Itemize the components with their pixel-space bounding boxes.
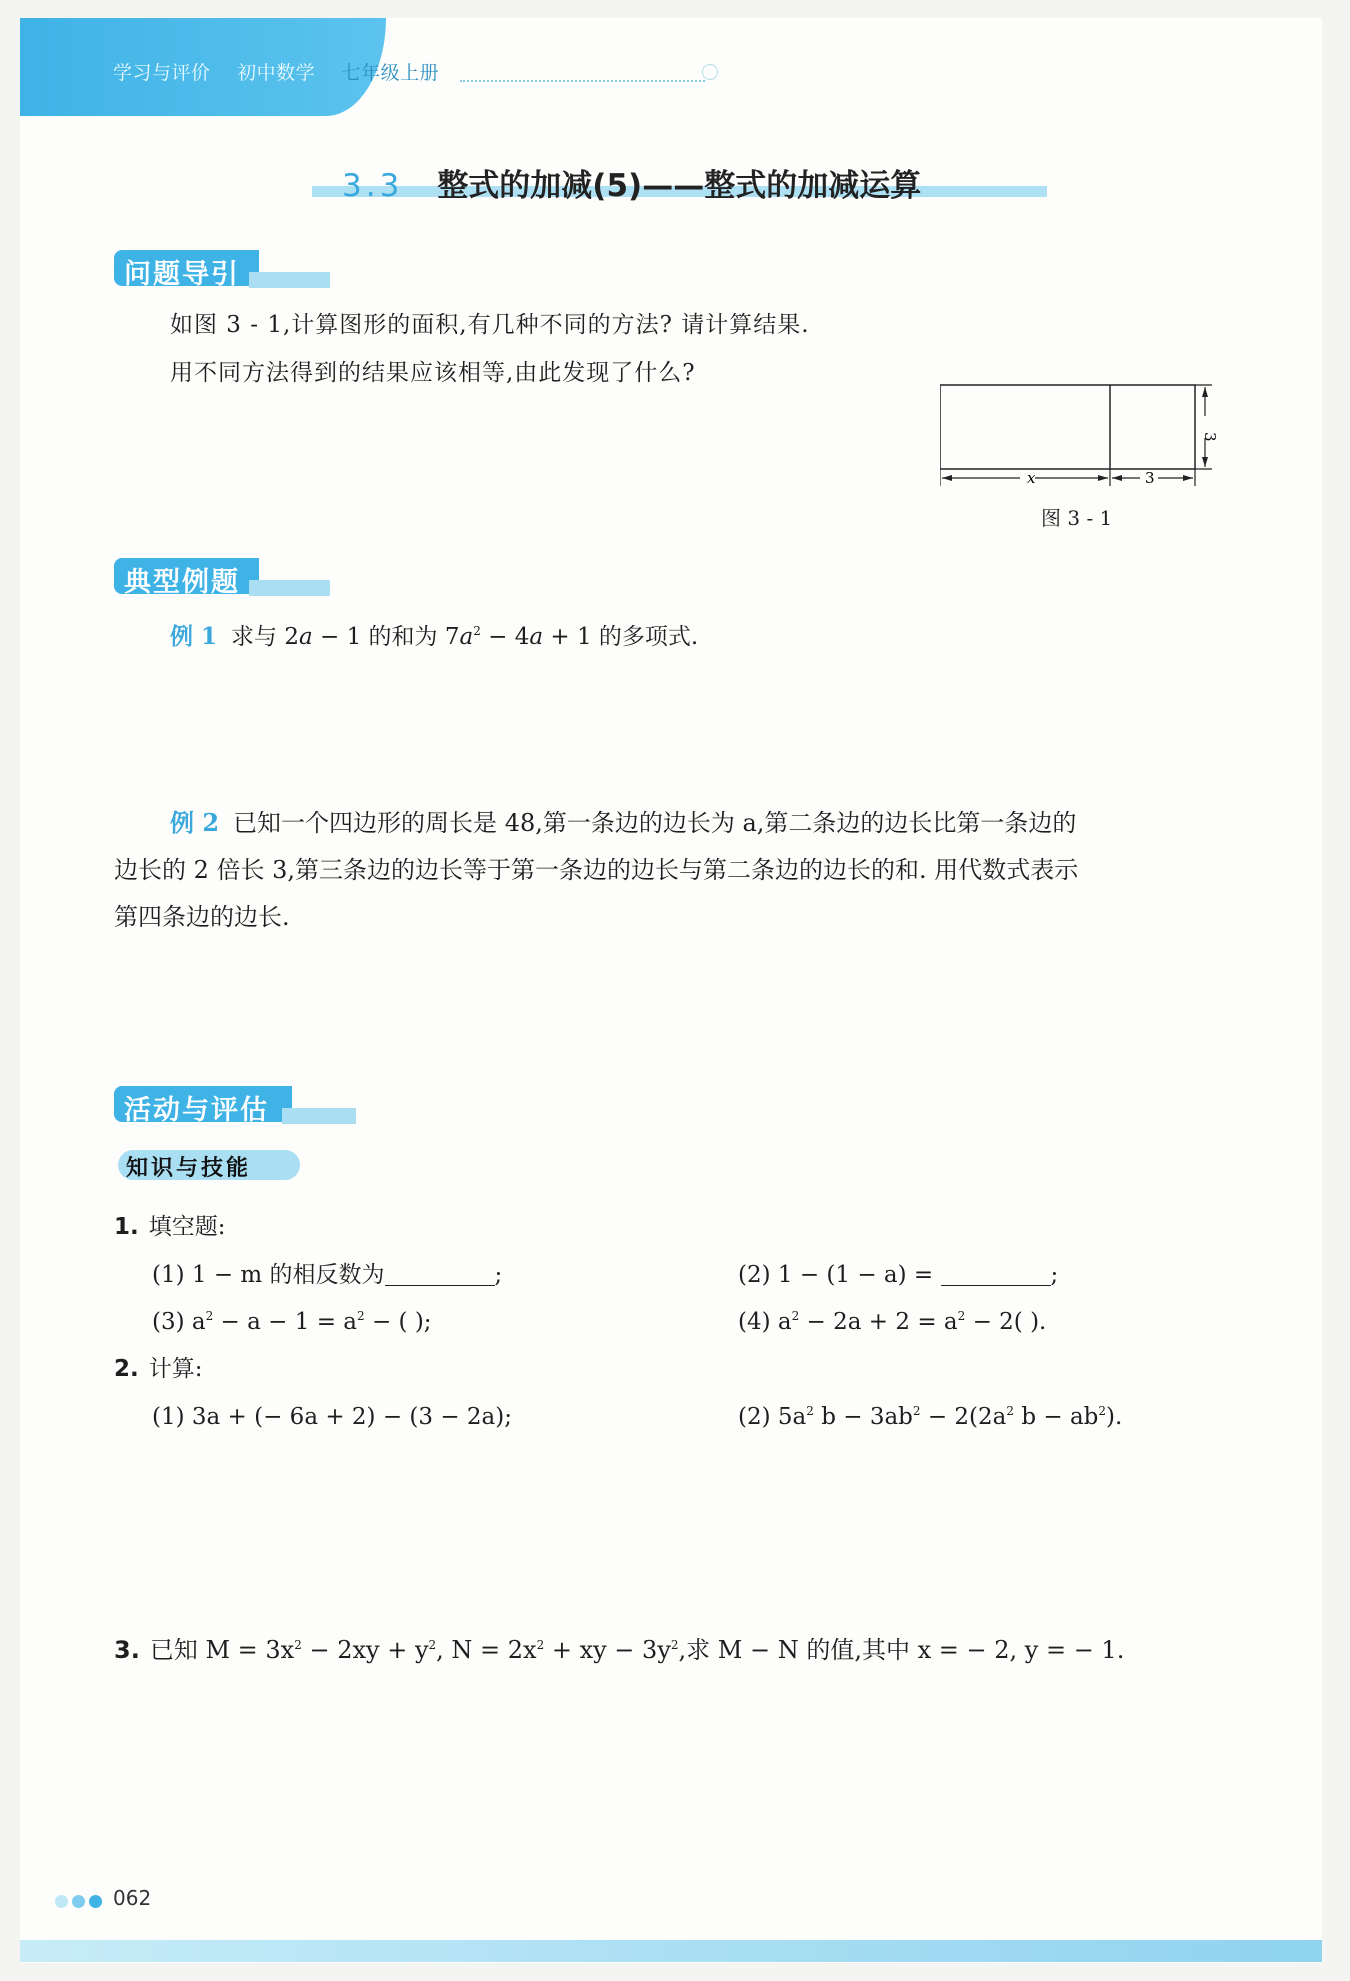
- figure-label-x: x: [1027, 469, 1036, 487]
- header-breadcrumb: [113, 58, 459, 85]
- title-text: 整式的加减(5)——整式的加减运算: [437, 168, 922, 204]
- question-2-1: (1) 3a + (− 6a + 2) − (3 − 2a);: [152, 1404, 512, 1430]
- section-tag-examples: 典型例题: [114, 558, 330, 598]
- question-1-2: (2) 1 − (1 − a) = ;: [738, 1262, 1059, 1288]
- figure-label-3-bottom: 3: [1145, 469, 1155, 487]
- figure-caption: 图 3 - 1: [1041, 506, 1113, 530]
- intro-line-2: 用不同方法得到的结果应该相等,由此发现了什么?: [170, 360, 696, 386]
- footer-dots-icon: [55, 1893, 106, 1912]
- answer-blank[interactable]: [385, 1263, 495, 1286]
- header-dotted-line: [460, 80, 705, 82]
- footer-band: [20, 1940, 1322, 1962]
- example-2-line-2: 边长的 2 倍长 3,第三条边的边长等于第一条边的边长与第二条边的边长的和. 用代数式表示: [114, 856, 1079, 884]
- question-2: 2. 计算:: [114, 1356, 203, 1382]
- title-number: 3.3: [342, 168, 404, 204]
- page-title: [312, 160, 1047, 204]
- example-2-line-1: 例 2 已知一个四边形的周长是 48,第一条边的边长为 a,第二条边的边长比第一条边的: [170, 808, 1077, 837]
- header-book: 学习与评价: [113, 62, 211, 84]
- section-tag-activity: 活动与评估: [114, 1086, 356, 1126]
- section-tag-skills: 知识与技能: [118, 1150, 300, 1180]
- example-1: 例 1 求与 2a − 1 的和为 $7a^2 - 4a + 1$ 的多项式.: [170, 623, 699, 650]
- example-2-label: 例 2: [170, 808, 220, 837]
- question-1-1: (1) 1 − m 的相反数为 ;: [152, 1262, 503, 1288]
- example-1-label: 例 1: [170, 623, 218, 650]
- question-3: 3. 已知 $M = 3x^2 - 2xy + y^2$, $N = 2x^2$ + xy − $3y^2$,求 M − N 的值,其中 x = − 2, y = − 1.: [114, 1636, 1125, 1664]
- question-1: 1. 填空题:: [114, 1214, 226, 1240]
- header-grade: 七年级上册: [341, 62, 440, 84]
- section-tag-intro: 问题导引: [114, 250, 330, 290]
- intro-line-1: 如图 3 - 1,计算图形的面积,有几种不同的方法? 请计算结果.: [170, 312, 810, 338]
- header-subject: 初中数学: [237, 62, 316, 84]
- question-1-4: (4) $a^2 - 2a + 2 = a^2 - 2$( ).: [738, 1309, 1047, 1335]
- header-circle-icon: [702, 64, 718, 80]
- figure-label-3-right: 3: [1201, 432, 1219, 442]
- question-1-3: (3) $a^2 - a - 1 = a^2$ − ( );: [152, 1309, 432, 1335]
- question-2-2: (2) $5a^2$ $b - 3ab^2 - 2(2a^2$ $b - ab^2$).: [738, 1404, 1123, 1430]
- answer-blank[interactable]: [941, 1263, 1051, 1286]
- page-number: 062: [113, 1886, 152, 1910]
- example-2-line-3: 第四条边的边长.: [114, 903, 290, 931]
